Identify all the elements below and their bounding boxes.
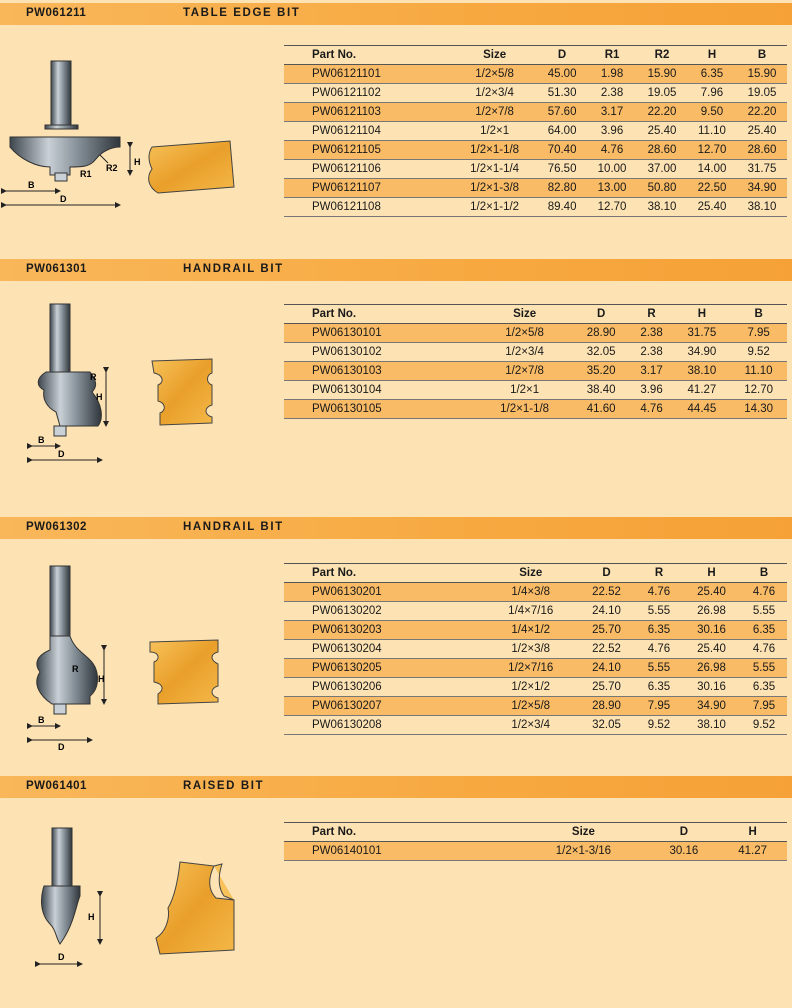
- spec-table: [284, 304, 787, 419]
- table-header-row: [284, 46, 787, 65]
- table-cell: 11.10: [687, 122, 737, 141]
- product-title: TABLE EDGE BIT: [183, 7, 301, 19]
- column-header: B: [730, 305, 787, 324]
- part-number-cell: PW06121105: [284, 141, 452, 160]
- b-dimension-label: B: [38, 715, 45, 725]
- table-cell: 1/2×1-3/16: [517, 842, 649, 861]
- table-cell: 1/2×7/8: [452, 103, 537, 122]
- table-cell: 26.98: [682, 659, 741, 678]
- table-cell: 41.60: [573, 400, 630, 419]
- table-cell: 30.16: [682, 678, 741, 697]
- table-cell: 38.40: [573, 381, 630, 400]
- part-number-cell: PW06130105: [284, 400, 476, 419]
- table-row: [284, 400, 787, 419]
- table-cell: 34.90: [674, 343, 731, 362]
- table-cell: 35.20: [573, 362, 630, 381]
- table-cell: 12.70: [730, 381, 787, 400]
- table-cell: 7.95: [636, 697, 682, 716]
- table-row: [284, 343, 787, 362]
- table-cell: 1/2×5/8: [484, 697, 577, 716]
- table-cell: 41.27: [718, 842, 787, 861]
- table-edge-bit-diagram: [0, 55, 150, 215]
- spec-table: [284, 822, 787, 861]
- table-cell: 1/2×3/4: [484, 716, 577, 735]
- table-cell: 22.50: [687, 179, 737, 198]
- table-cell: 15.90: [637, 65, 687, 84]
- table-cell: 25.40: [687, 198, 737, 217]
- table-cell: 22.20: [737, 103, 787, 122]
- table-cell: 1/2×1/2: [484, 678, 577, 697]
- h-dimension-label: H: [96, 392, 103, 402]
- part-number-cell: PW06130202: [284, 602, 484, 621]
- r-dimension-label: R: [90, 372, 97, 382]
- table-cell: 19.05: [737, 84, 787, 103]
- part-number-cell: PW06140101: [284, 842, 517, 861]
- column-header: Size: [452, 46, 537, 65]
- table-cell: 24.10: [577, 659, 636, 678]
- table-cell: 19.05: [637, 84, 687, 103]
- column-header: Part No.: [284, 46, 452, 65]
- part-number-cell: PW06130205: [284, 659, 484, 678]
- table-cell: 14.00: [687, 160, 737, 179]
- table-cell: 22.52: [577, 583, 636, 602]
- column-header: D: [649, 823, 718, 842]
- d-dimension-label: D: [58, 449, 65, 459]
- column-header: R: [629, 305, 673, 324]
- table-cell: 30.16: [649, 842, 718, 861]
- part-number-cell: PW06121104: [284, 122, 452, 141]
- table-cell: 1/4×3/8: [484, 583, 577, 602]
- table-body: [284, 324, 787, 419]
- table-row: [284, 659, 787, 678]
- table-row: [284, 362, 787, 381]
- table-cell: 4.76: [741, 640, 787, 659]
- section-header-bar: [0, 259, 792, 281]
- table-cell: 25.40: [737, 122, 787, 141]
- table-cell: 10.00: [587, 160, 637, 179]
- table-cell: 32.05: [573, 343, 630, 362]
- table-cell: 5.55: [741, 659, 787, 678]
- table-row: [284, 602, 787, 621]
- table-cell: 1/2×7/16: [484, 659, 577, 678]
- table-cell: 31.75: [737, 160, 787, 179]
- table-cell: 3.96: [629, 381, 673, 400]
- table-cell: 28.90: [573, 324, 630, 343]
- table-cell: 7.95: [741, 697, 787, 716]
- column-header: H: [682, 564, 741, 583]
- table-cell: 1/2×5/8: [476, 324, 572, 343]
- table-cell: 1/2×1-1/8: [476, 400, 572, 419]
- table-cell: 50.80: [637, 179, 687, 198]
- table-cell: 25.40: [682, 640, 741, 659]
- h-dimension-label: H: [88, 912, 95, 922]
- spec-table: [284, 563, 787, 735]
- table-row: [284, 141, 787, 160]
- table-cell: 82.80: [537, 179, 587, 198]
- table-cell: 37.00: [637, 160, 687, 179]
- table-row: [284, 122, 787, 141]
- table-cell: 12.70: [587, 198, 637, 217]
- table-cell: 76.50: [537, 160, 587, 179]
- table-row: [284, 324, 787, 343]
- product-code: PW061401: [26, 780, 87, 792]
- h-dimension-label: H: [134, 157, 141, 167]
- table-cell: 6.35: [687, 65, 737, 84]
- handrail-bit-diagram: [20, 564, 130, 754]
- column-header: Size: [484, 564, 577, 583]
- table-row: [284, 621, 787, 640]
- table-cell: 41.27: [674, 381, 731, 400]
- table-cell: 13.00: [587, 179, 637, 198]
- column-header: R: [636, 564, 682, 583]
- table-row: [284, 381, 787, 400]
- table-edge-profile-icon: [144, 137, 240, 199]
- table-cell: 32.05: [577, 716, 636, 735]
- table-cell: 45.00: [537, 65, 587, 84]
- table-cell: 1/2×1: [476, 381, 572, 400]
- column-header: Part No.: [284, 305, 476, 324]
- table-cell: 6.35: [636, 678, 682, 697]
- table-cell: 9.52: [636, 716, 682, 735]
- column-header: Size: [476, 305, 572, 324]
- b-dimension-label: B: [38, 435, 45, 445]
- table-cell: 22.52: [577, 640, 636, 659]
- d-dimension-label: D: [58, 952, 65, 962]
- table-cell: 7.96: [687, 84, 737, 103]
- handrail-profile-icon: [146, 355, 222, 427]
- column-header: Part No.: [284, 823, 517, 842]
- table-row: [284, 583, 787, 602]
- r1-dimension-label: R1: [80, 169, 92, 179]
- part-number-cell: PW06130204: [284, 640, 484, 659]
- table-cell: 14.30: [730, 400, 787, 419]
- table-cell: 4.76: [741, 583, 787, 602]
- table-cell: 4.76: [636, 583, 682, 602]
- table-cell: 38.10: [637, 198, 687, 217]
- section-header-bar: [0, 776, 792, 798]
- table-cell: 38.10: [674, 362, 731, 381]
- table-row: [284, 640, 787, 659]
- table-row: [284, 179, 787, 198]
- handrail-profile-icon: [146, 638, 226, 706]
- part-number-cell: PW06130207: [284, 697, 484, 716]
- table-cell: 70.40: [537, 141, 587, 160]
- table-cell: 25.70: [577, 621, 636, 640]
- table-cell: 31.75: [674, 324, 731, 343]
- part-number-cell: PW06121101: [284, 65, 452, 84]
- table-cell: 3.17: [587, 103, 637, 122]
- part-number-cell: PW06121102: [284, 84, 452, 103]
- table-cell: 5.55: [636, 602, 682, 621]
- raised-bit-diagram: [30, 826, 120, 972]
- table-cell: 7.95: [730, 324, 787, 343]
- handrail-bit-diagram: [20, 300, 130, 470]
- table-cell: 1/4×7/16: [484, 602, 577, 621]
- table-cell: 1/2×1-1/2: [452, 198, 537, 217]
- part-number-cell: PW06130103: [284, 362, 476, 381]
- table-cell: 2.38: [587, 84, 637, 103]
- column-header: H: [674, 305, 731, 324]
- table-cell: 1/2×3/4: [476, 343, 572, 362]
- table-cell: 34.90: [737, 179, 787, 198]
- table-cell: 57.60: [537, 103, 587, 122]
- table-cell: 38.10: [737, 198, 787, 217]
- table-cell: 26.98: [682, 602, 741, 621]
- table-cell: 1/4×1/2: [484, 621, 577, 640]
- table-cell: 34.90: [682, 697, 741, 716]
- b-dimension-label: B: [28, 180, 35, 190]
- part-number-cell: PW06130101: [284, 324, 476, 343]
- product-code: PW061301: [26, 263, 87, 275]
- part-number-cell: PW06121106: [284, 160, 452, 179]
- table-cell: 30.16: [682, 621, 741, 640]
- table-cell: 2.38: [629, 343, 673, 362]
- table-header-row: [284, 564, 787, 583]
- table-cell: 1/2×1-3/8: [452, 179, 537, 198]
- table-cell: 6.35: [741, 621, 787, 640]
- table-cell: 1/2×1-1/8: [452, 141, 537, 160]
- table-cell: 1/2×5/8: [452, 65, 537, 84]
- table-cell: 11.10: [730, 362, 787, 381]
- column-header: H: [687, 46, 737, 65]
- table-cell: 25.40: [682, 583, 741, 602]
- table-row: [284, 678, 787, 697]
- table-body: [284, 65, 787, 217]
- part-number-cell: PW06130208: [284, 716, 484, 735]
- section-header-bar: [0, 3, 792, 25]
- table-cell: 1.98: [587, 65, 637, 84]
- table-row: [284, 84, 787, 103]
- column-header: B: [737, 46, 787, 65]
- part-number-cell: PW06121103: [284, 103, 452, 122]
- table-cell: 25.40: [637, 122, 687, 141]
- table-cell: 28.60: [737, 141, 787, 160]
- column-header: Part No.: [284, 564, 484, 583]
- table-cell: 6.35: [636, 621, 682, 640]
- section-header-bar: [0, 517, 792, 539]
- table-cell: 15.90: [737, 65, 787, 84]
- part-number-cell: PW06121108: [284, 198, 452, 217]
- table-body: [284, 583, 787, 735]
- r-dimension-label: R: [72, 664, 79, 674]
- product-code: PW061302: [26, 521, 87, 533]
- table-row: [284, 103, 787, 122]
- table-header-row: [284, 823, 787, 842]
- table-cell: 1/2×7/8: [476, 362, 572, 381]
- table-row: [284, 198, 787, 217]
- table-cell: 1/2×3/4: [452, 84, 537, 103]
- column-header: Size: [517, 823, 649, 842]
- table-cell: 24.10: [577, 602, 636, 621]
- part-number-cell: PW06130203: [284, 621, 484, 640]
- product-code: PW061211: [26, 7, 87, 19]
- column-header: D: [573, 305, 630, 324]
- table-cell: 9.52: [730, 343, 787, 362]
- table-row: [284, 160, 787, 179]
- table-cell: 5.55: [636, 659, 682, 678]
- table-cell: 38.10: [682, 716, 741, 735]
- table-cell: 64.00: [537, 122, 587, 141]
- column-header: R1: [587, 46, 637, 65]
- product-title: HANDRAIL BIT: [183, 521, 284, 533]
- table-cell: 1/2×3/8: [484, 640, 577, 659]
- table-cell: 4.76: [587, 141, 637, 160]
- h-dimension-label: H: [98, 674, 105, 684]
- table-row: [284, 697, 787, 716]
- table-cell: 44.45: [674, 400, 731, 419]
- table-cell: 4.76: [629, 400, 673, 419]
- table-cell: 6.35: [741, 678, 787, 697]
- table-cell: 22.20: [637, 103, 687, 122]
- table-cell: 2.38: [629, 324, 673, 343]
- raised-panel-profile-icon: [150, 858, 240, 958]
- table-header-row: [284, 305, 787, 324]
- table-row: [284, 842, 787, 861]
- table-body: [284, 842, 787, 861]
- table-cell: 51.30: [537, 84, 587, 103]
- part-number-cell: PW06121107: [284, 179, 452, 198]
- r2-dimension-label: R2: [106, 163, 118, 173]
- table-cell: 89.40: [537, 198, 587, 217]
- table-cell: 1/2×1: [452, 122, 537, 141]
- product-title: RAISED BIT: [183, 780, 265, 792]
- table-cell: 25.70: [577, 678, 636, 697]
- column-header: H: [718, 823, 787, 842]
- table-row: [284, 65, 787, 84]
- d-dimension-label: D: [58, 742, 65, 752]
- table-cell: 5.55: [741, 602, 787, 621]
- table-cell: 28.90: [577, 697, 636, 716]
- part-number-cell: PW06130201: [284, 583, 484, 602]
- spec-table: [284, 45, 787, 217]
- column-header: B: [741, 564, 787, 583]
- table-row: [284, 716, 787, 735]
- table-cell: 4.76: [636, 640, 682, 659]
- table-cell: 12.70: [687, 141, 737, 160]
- table-cell: 9.50: [687, 103, 737, 122]
- d-dimension-label: D: [60, 194, 67, 204]
- part-number-cell: PW06130104: [284, 381, 476, 400]
- column-header: D: [577, 564, 636, 583]
- table-cell: 9.52: [741, 716, 787, 735]
- table-cell: 3.96: [587, 122, 637, 141]
- part-number-cell: PW06130102: [284, 343, 476, 362]
- column-header: D: [537, 46, 587, 65]
- table-cell: 3.17: [629, 362, 673, 381]
- product-title: HANDRAIL BIT: [183, 263, 284, 275]
- part-number-cell: PW06130206: [284, 678, 484, 697]
- column-header: R2: [637, 46, 687, 65]
- table-cell: 28.60: [637, 141, 687, 160]
- table-cell: 1/2×1-1/4: [452, 160, 537, 179]
